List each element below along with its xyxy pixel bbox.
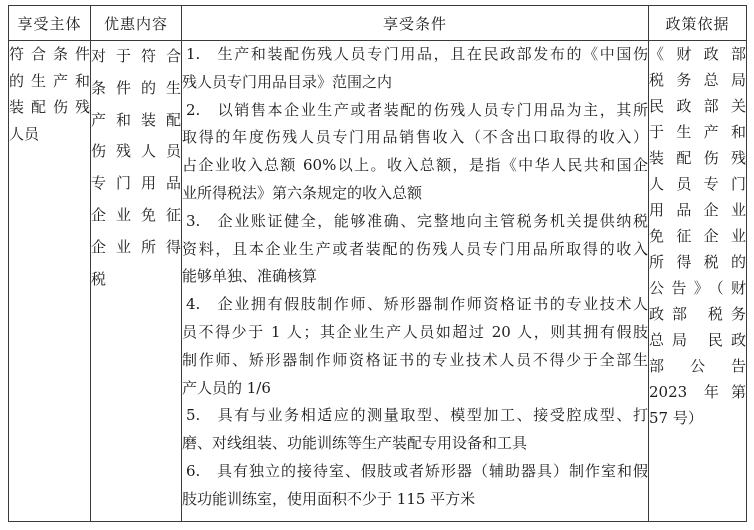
condition-text: 企业拥有假肢制作师、矫形器制作师资格证书的专业技术人: [216, 295, 648, 314]
table-row: [9, 41, 747, 522]
benefit-line: 企业所得: [91, 237, 181, 256]
basis-line: 部 公 告: [649, 357, 746, 375]
basis-line: 免征企业: [649, 227, 746, 245]
condition-number: 1.: [186, 45, 201, 63]
condition-number: 2.: [186, 100, 201, 119]
benefit-cell: [91, 41, 182, 522]
condition-line: 产人员的 1/6: [182, 378, 271, 397]
condition-item-6: [182, 458, 648, 514]
condition-item-3: [182, 208, 648, 291]
policy-table: [8, 5, 747, 522]
condition-line: 肢功能训练室，使用面积不少于 115 平方米: [182, 489, 476, 508]
condition-first-line: [182, 208, 648, 236]
benefit-line: 条件的生: [91, 78, 181, 97]
basis-line: 民政部关: [649, 97, 746, 115]
subject-line: 人员: [9, 125, 40, 144]
condition-line: 业所得税法》第六条规定的收入总额: [182, 183, 423, 202]
condition-line: 取得的年度伤残人员专门用品销售收入（不含出口取得的收入）: [182, 128, 648, 147]
condition-item-1: [182, 41, 648, 97]
header-conditions: 享受条件: [182, 6, 649, 41]
condition-first-line: [182, 458, 648, 486]
condition-line: 能够单独、准确核算: [182, 267, 318, 286]
condition-number: 5.: [186, 406, 201, 425]
benefit-line: 企业免征: [91, 205, 181, 224]
basis-line: 总局 民政: [649, 331, 746, 349]
condition-number: 3.: [186, 211, 201, 230]
header-benefit: 优惠内容: [91, 6, 182, 41]
condition-first-line: [182, 41, 648, 69]
condition-first-line: [182, 291, 648, 319]
condition-line: 磨、对线组装、功能训练等生产装配专用设备和工具: [182, 434, 528, 453]
basis-line: 用品企业: [649, 201, 746, 219]
benefit-line: 税: [91, 269, 107, 288]
condition-item-2: [182, 97, 648, 208]
condition-line: 员不得少于 1 人；其企业生产人员如超过 20 人，则其拥有假肢: [182, 322, 648, 341]
condition-first-line: [182, 97, 648, 125]
benefit-line: 产和装配: [91, 110, 181, 129]
basis-line: 57 号）: [649, 409, 703, 427]
conditions-cell: [182, 41, 649, 522]
condition-line: 残人员专门用品目录》范围之内: [182, 72, 393, 91]
subject-line: 的生产和: [9, 71, 90, 90]
condition-text: 生产和装配伤残人员专门用品，且在民政部发布的《中国伤: [216, 45, 648, 63]
condition-line: 资料，且本企业生产或者装配的伤残人员专门用品所取得的收入: [182, 239, 648, 258]
benefit-line: 对于符合: [91, 47, 181, 65]
basis-line: 于生产和: [649, 123, 746, 141]
benefit-line: 专门用品: [91, 174, 181, 193]
basis-cell: [649, 41, 747, 522]
condition-text: 具有独立的接待室、假肢或者矫形器（辅助器具）制作室和假: [216, 461, 648, 480]
basis-line: 所得税的: [649, 253, 746, 271]
condition-line: 占企业收入总额 60%以上。收入总额，是指《中华人民共和国企: [182, 156, 648, 175]
condition-number: 4.: [186, 295, 201, 314]
condition-first-line: [182, 402, 648, 430]
condition-line: 制作师、矫形器制作师资格证书的专业技术人员不得少于全部生: [182, 350, 648, 369]
subject-line: 装配伤残: [9, 98, 90, 117]
condition-text: 企业账证健全，能够准确、完整地向主管税务机关提供纳税: [216, 211, 648, 230]
condition-number: 6.: [186, 461, 201, 480]
basis-line: 人员专门: [649, 175, 746, 193]
condition-text: 具有与业务相适应的测量取型、模型加工、接受腔成型、打: [216, 406, 648, 425]
header-row: [9, 6, 747, 41]
basis-line: 《财政部: [649, 45, 746, 63]
basis-line: 2023 年第: [649, 383, 746, 401]
subject-line: 符合条件: [9, 45, 90, 63]
basis-line: 政部 税务: [649, 305, 746, 323]
basis-line: 装配伤残: [649, 149, 746, 167]
condition-text: 以销售本企业生产或者装配的伤残人员专门用品为主，其所: [216, 100, 648, 119]
condition-item-5: [182, 402, 648, 458]
basis-line: 公告》（财: [649, 279, 746, 297]
condition-item-4: [182, 291, 648, 402]
basis-line: 税务总局: [649, 71, 746, 89]
benefit-line: 伤残人员: [91, 142, 181, 161]
header-basis: 政策依据: [649, 6, 747, 41]
subject-cell: [9, 41, 91, 522]
header-subject: 享受主体: [9, 6, 91, 41]
